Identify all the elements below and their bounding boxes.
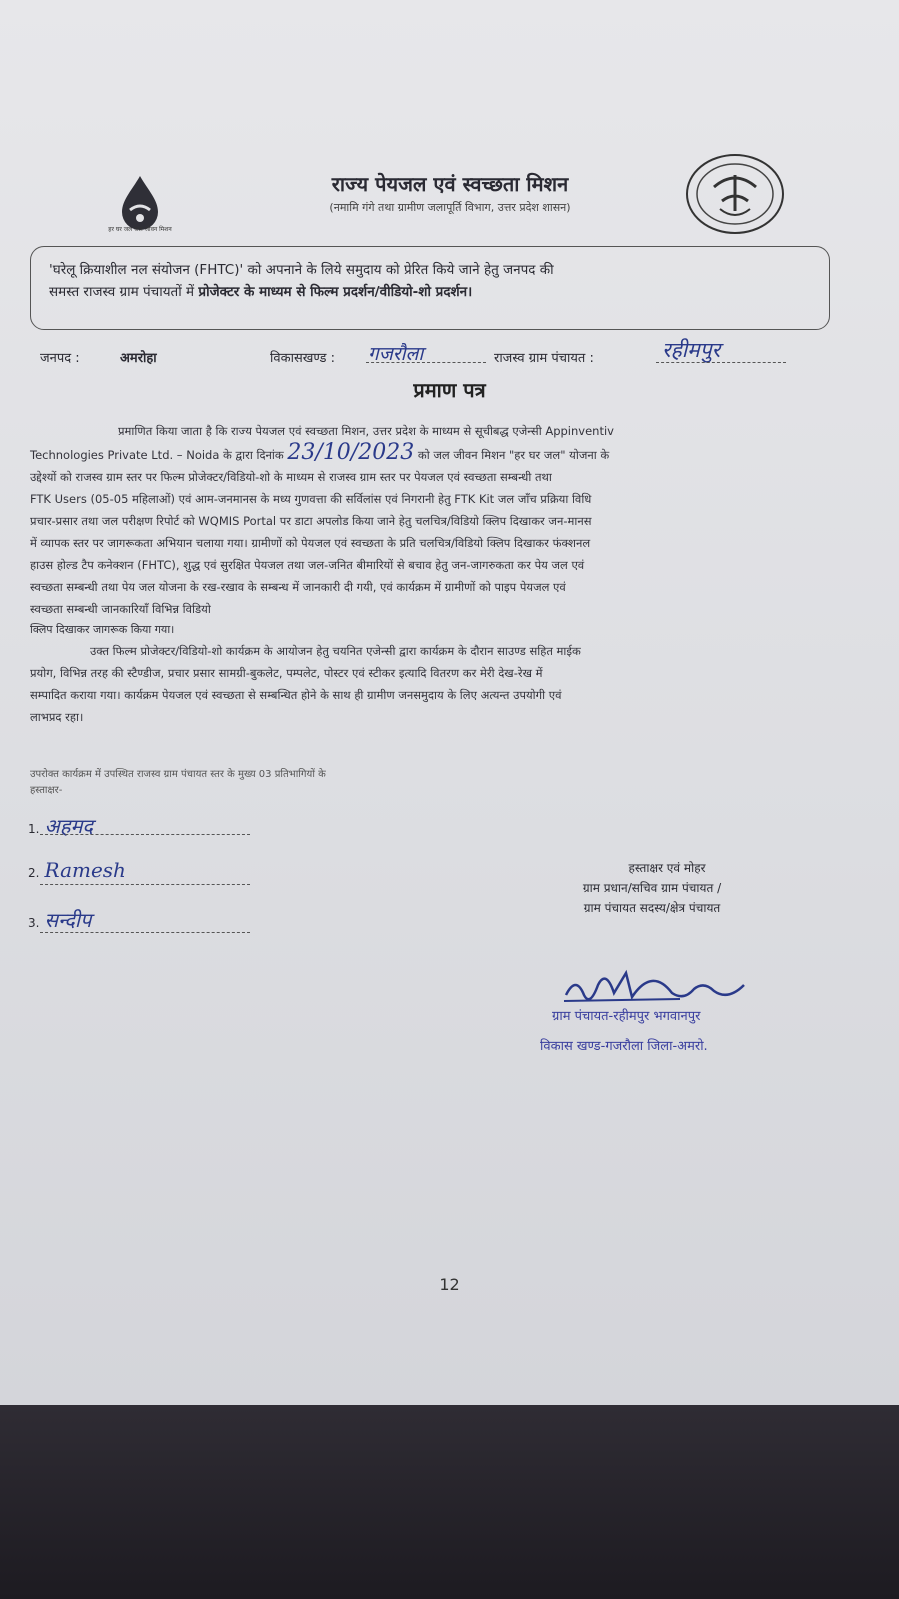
- program-date: 23/10/2023: [287, 440, 415, 465]
- signatory-block: हस्ताक्षर एवं मोहर ग्राम प्रधान/सचिव ग्राम पंचायत / ग्राम पंचायत सदस्य/क्षेत्र पंचायत: [582, 861, 722, 915]
- participant-line-3: [40, 932, 250, 933]
- block-value: गजरौला: [368, 343, 424, 365]
- left-logo-caption: हर घर जल जल जीवन मिशन: [108, 226, 172, 233]
- district-value: अमरोहा: [120, 351, 157, 366]
- participant-line-2: [40, 884, 250, 885]
- scheme-banner: [30, 246, 830, 330]
- participant-signature-2: 2. Ramesh: [28, 858, 126, 882]
- participant-signature-1: 1. अहमद: [28, 814, 94, 838]
- certificate-paragraph-1: प्रमाणित किया जाता है कि राज्य पेयजल एवं स्वच्छता मिशन, उत्तर प्रदेश के माध्यम से सूचीबद्ध एजेन्सी Appinventiv Technologies Private Ltd. – Noida के द्वारा दिनांक 23/10/2023 को जल जीवन मिशन "हर घर जल" योजना के उद्देश्यों को राजस्व ग्राम स्तर पर फिल्म प्रोजेक्टर/विडियो-शो के माध्यम से राजस्व ग्राम स्तर पर पेयजल एवं स्वच्छता सम्बन्धी तथा FTK Users (05-05 महिलाओं) एवं आम-जनमानस के मध्य गुणवत्ता की सर्विलांस एवं निगरानी हेतु FTK Kit जल जाँच प्रक्रिया विधि प्रचार-प्रसार तथा जल परीक्षण रिपोर्ट को WQMIS Portal पर डाटा अपलोड किया जाने हेतु चलचित्र/विडियो क्लिप दिखाकर जन-मानस में व्यापक स्तर पर जागरूकता अभियान चलाया गया। ग्रामीणों को पेयजल एवं स्वच्छता के प्रति चलचित्र/विडियो क्लिप दिखाकर फंक्शनल हाउस होल्ड टैप कनेक्शन (FHTC), शुद्ध एवं सुरक्षित पेयजल तथा जल-जनित बीमारियों से बचाव हेतु जन-जागरुकता कर पेय जल एवं स्वच्छता सम्बन्धी तथा पेय जल योजना के रख-रखाव के सम्बन्ध में जानकारी दी गयी, एवं कार्यक्रम में ग्रामीणों को पाइप पेयजल एवं स्वच्छता सम्बन्धी जानकारियाँ विभिन्न विडियो क्लिप दिखाकर जागरूक किया गया।: [30, 424, 614, 636]
- certificate-paragraph-2: उक्त फिल्म प्रोजेक्टर/विडियो-शो कार्यक्रम के आयोजन हेतु चयनित एजेन्सी द्वारा कार्यक्रम के दौरान साउण्ड सहित माईक प्रयोग, विभिन्न तरह की स्टैण्डीज, प्रचार प्रसार सामग्री-बुकलेट, पम्पलेट, पोस्टर एवं स्टीकर इत्यादि वितरण कर मेरी देख-रेख में सम्पादित कराया गया। कार्यक्रम पेयजल एवं स्वच्छता से सम्बन्धित होने के साथ ही ग्रामीण जनसमुदाय के लिए अत्यन्त उपयोगी एवं लाभप्रद रहा।: [30, 644, 581, 724]
- panchayat-label: राजस्व ग्राम पंचायत :: [494, 351, 594, 366]
- up-government-seal-icon: [684, 153, 786, 235]
- panchayat-underline: [656, 362, 786, 363]
- panchayat-value: रहीमपुर: [662, 338, 721, 362]
- stamp-line-2: विकास खण्ड-गजरौला जिला-अमरो.: [540, 1039, 708, 1054]
- participant-signature-3: 3. सन्दीप: [28, 908, 92, 932]
- certificate-heading: प्रमाण पत्र: [413, 378, 486, 402]
- page-subtitle: (नमामि गंगे तथा ग्रामीण जलापूर्ति विभाग, उत्तर प्रदेश शासन): [329, 201, 571, 214]
- page-title: राज्य पेयजल एवं स्वच्छता मिशन: [331, 172, 569, 196]
- participant-line-1: [40, 834, 250, 835]
- block-underline: [366, 362, 486, 363]
- district-label: जनपद :: [40, 351, 80, 366]
- participants-intro: उपरोक्त कार्यक्रम में उपस्थित राजस्व ग्राम पंचायत स्तर के मुख्य 03 प्रतिभागियों के: [30, 769, 326, 780]
- background-surface: [0, 1405, 899, 1599]
- participants-signature-label: हस्ताक्षर-: [30, 785, 63, 796]
- banner-line-2: समस्त राजस्व ग्राम पंचायतों में प्रोजेक्टर के माध्यम से फिल्म प्रदर्शन/वीडियो-शो प्रदर्शन।: [49, 284, 473, 300]
- banner-line-1: 'घरेलू क्रियाशील नल संयोजन (FHTC)' को अपनाने के लिये समुदाय को प्रेरित किये जाने हेतु जनपद की: [49, 262, 554, 278]
- stamp-line-1: ग्राम पंचायत-रहीमपुर भगवानपुर: [552, 1009, 701, 1024]
- block-label: विकासखण्ड :: [270, 351, 336, 366]
- banner-line-2-bold: प्रोजेक्टर के माध्यम से फिल्म प्रदर्शन/वीडियो-शो प्रदर्शन।: [198, 284, 473, 300]
- page-number: 12: [439, 1275, 460, 1294]
